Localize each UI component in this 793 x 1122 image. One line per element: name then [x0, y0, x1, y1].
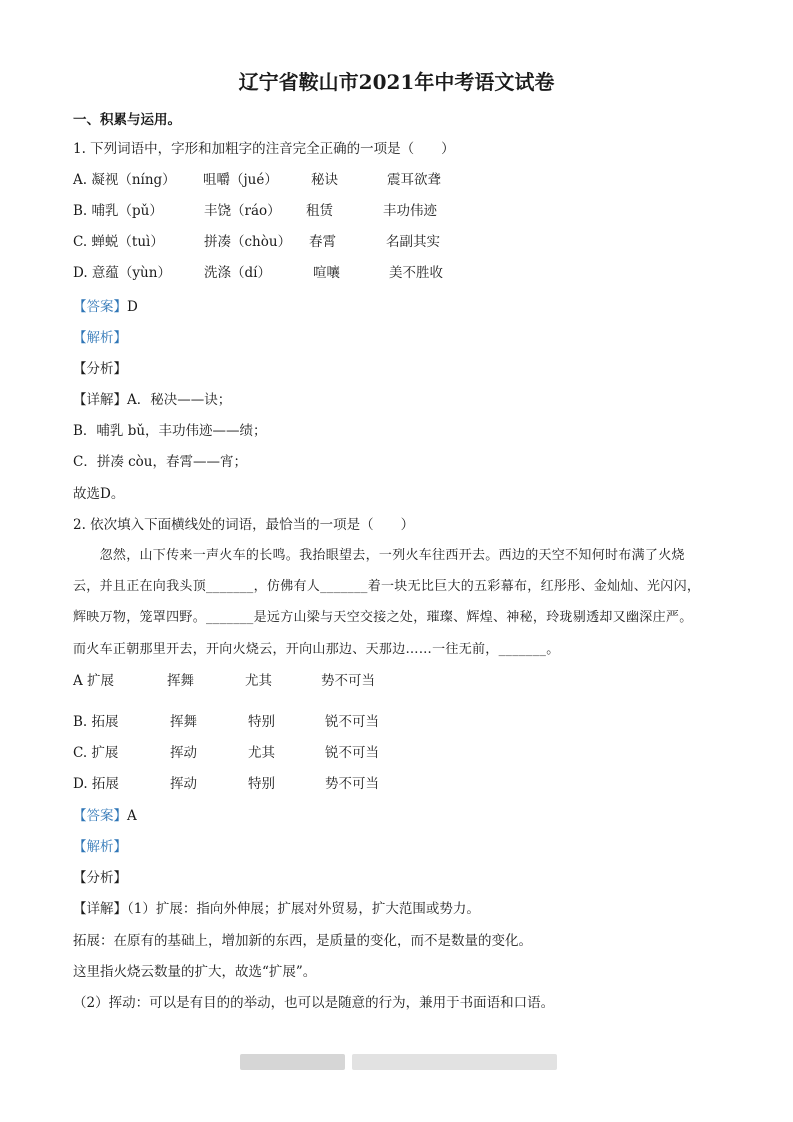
q1-answer-tag: 【答案】 — [73, 299, 127, 315]
q2-d-3: 特别 — [248, 776, 275, 792]
q2-passage-3: 辉映万物，笼罩四野。_______是远方山梁与天空交接之处，璀璨、辉煌、神秘，玲珑剔透却又幽深庄严。 — [73, 610, 693, 625]
q1-answer-value: D — [127, 299, 138, 315]
footer-watermark-blur-2 — [352, 1054, 557, 1070]
q2-passage-2: 云，并且正在向我头顶_______，仿佛有人_______着一块无比巨大的五彩幕布，红彤彤、金灿灿、光闪闪， — [73, 579, 701, 594]
page-title: 辽宁省鞍山市2021年中考语文试卷 — [238, 70, 555, 94]
q2-answer-tag: 【答案】 — [73, 808, 127, 824]
q2-a-3: 尤其 — [245, 673, 272, 689]
q2-b-4: 锐不可当 — [325, 714, 379, 730]
q1-b-1: B. 哺乳（pǔ） — [73, 203, 163, 219]
q2-c-3: 尤其 — [248, 745, 275, 761]
q1-fenxi: 【分析】 — [73, 361, 127, 377]
q1-b-2: 丰饶（ráo） — [204, 203, 281, 219]
q1-b-3: 租赁 — [306, 203, 333, 219]
q2-b-1: B. 拓展 — [73, 714, 119, 730]
q2-a-1: A 扩展 — [73, 673, 115, 689]
q1-c-4: 名副其实 — [386, 234, 440, 250]
q2-passage-1: 忽然，山下传来一声火车的长鸣。我抬眼望去，一列火车往西开去。西边的天空不知何时布满了火烧 — [73, 548, 685, 563]
q2-answer-value: A — [127, 808, 137, 824]
q2-d-4: 势不可当 — [325, 776, 379, 792]
q1-detail-4: 故选D。 — [73, 486, 125, 502]
section-heading: 一、积累与运用。 — [73, 112, 181, 128]
q2-passage-4: 而火车正朝那里开去，开向火烧云，开向山那边、天那边……一往无前，_______。 — [73, 642, 560, 657]
q2-c-2: 挥动 — [170, 745, 197, 761]
q2-c-4: 锐不可当 — [325, 745, 379, 761]
q1-d-2: 洗涤（dí） — [204, 265, 271, 281]
q1-stem: 1. 下列词语中，字形和加粗字的注音完全正确的一项是（ ） — [73, 141, 455, 157]
q2-a-4: 势不可当 — [321, 673, 375, 689]
q1-a-3: 秘诀 — [311, 172, 338, 188]
q2-detail-4: （2）挥动：可以是有目的的举动，也可以是随意的行为，兼用于书面语和口语。 — [73, 995, 555, 1011]
q2-a-2: 挥舞 — [167, 673, 194, 689]
q1-c-3: 春霄 — [309, 234, 336, 250]
q2-c-1: C. 扩展 — [73, 745, 119, 761]
q1-c-2: 拼凑（chòu） — [204, 234, 292, 250]
q2-stem: 2. 依次填入下面横线处的词语，最恰当的一项是（ ） — [73, 517, 415, 533]
q1-d-3: 喧嚷 — [313, 265, 340, 281]
q1-a-1: A. 凝视（níng） — [73, 172, 176, 188]
q1-detail-2: B．哺乳 bǔ，丰功伟迹——绩； — [73, 423, 267, 439]
q1-analysis-tag: 【解析】 — [73, 330, 127, 346]
q2-analysis-tag: 【解析】 — [73, 839, 127, 855]
q2-detail-2: 拓展：在原有的基础上，增加新的东西，是质量的变化，而不是数量的变化。 — [73, 933, 532, 949]
q2-b-2: 挥舞 — [170, 714, 197, 730]
q2-fenxi: 【分析】 — [73, 870, 127, 886]
q1-detail-1: 【详解】A．秘决——诀； — [73, 392, 232, 408]
q2-detail-3: 这里指火烧云数量的扩大，故选“扩展”。 — [73, 964, 317, 980]
q2-detail-1: 【详解】（1）扩展：指向外伸展；扩展对外贸易，扩大范围或势力。 — [73, 901, 480, 917]
q1-a-2: 咀嚼（jué） — [203, 172, 278, 188]
q2-d-2: 挥动 — [170, 776, 197, 792]
footer-watermark-blur — [240, 1054, 345, 1070]
q1-a-4: 震耳欲聋 — [387, 172, 441, 188]
q1-answer — [73, 297, 138, 317]
q1-d-1: D. 意蕴（yùn） — [73, 265, 171, 281]
q1-b-4: 丰功伟迹 — [383, 203, 437, 219]
q1-c-1: C. 蝉蜕（tuì） — [73, 234, 164, 250]
q2-answer — [73, 806, 137, 826]
q1-d-4: 美不胜收 — [389, 265, 443, 281]
q2-b-3: 特别 — [248, 714, 275, 730]
q2-d-1: D. 拓展 — [73, 776, 119, 792]
q1-detail-3: C．拼凑 còu，春霄——宵； — [73, 454, 248, 470]
